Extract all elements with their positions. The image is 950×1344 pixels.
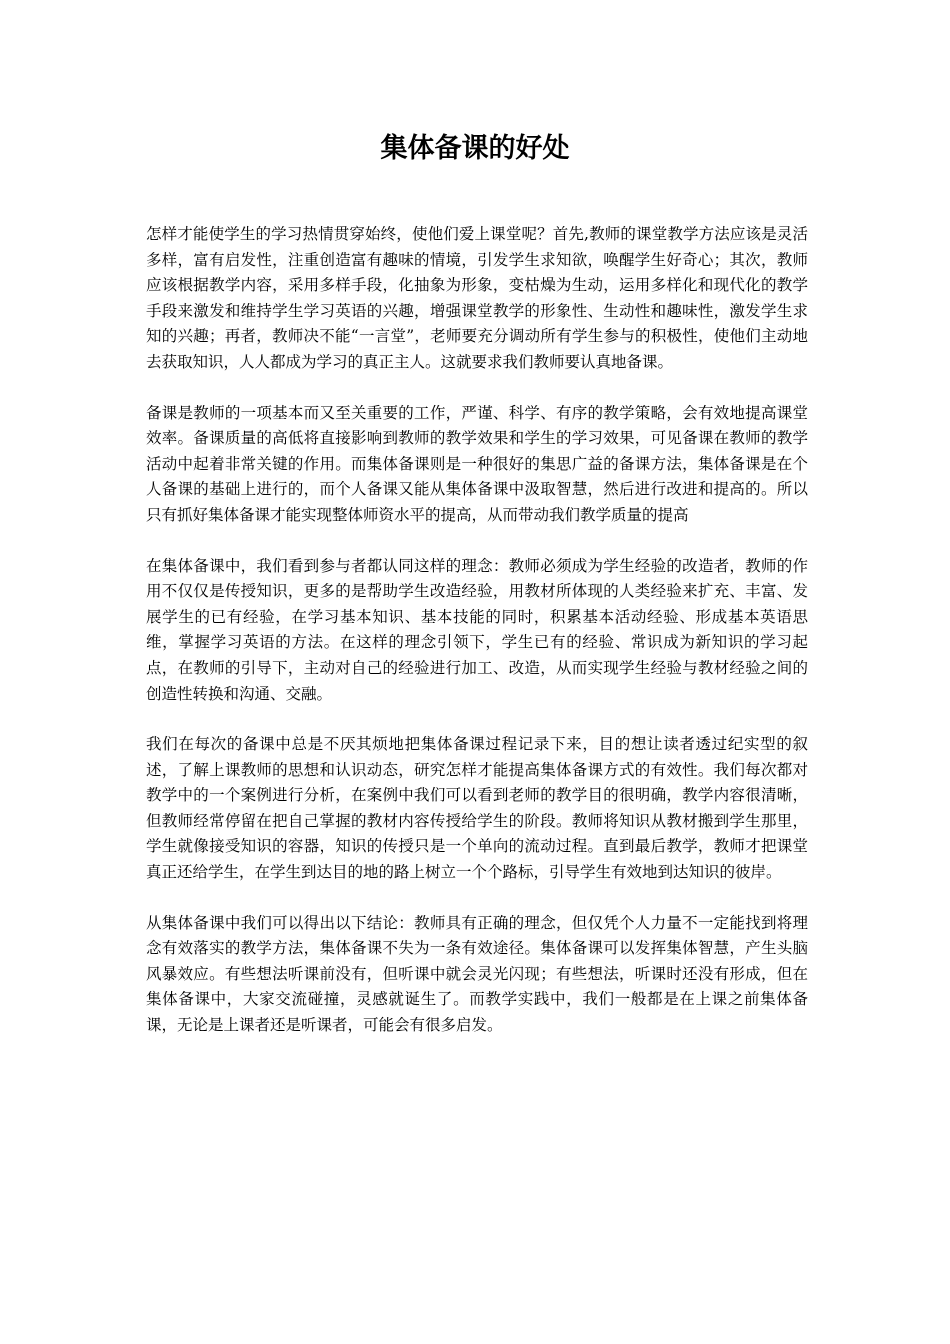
paragraph-4: 我们在每次的备课中总是不厌其烦地把集体备课过程记录下来，目的想让读者透过纪实型的叙述，了解上课教师的思想和认识动态，研究怎样才能提高集体备课方式的有效性。我们每次都对教学中的一个案例进行分析，在案例中我们可以看到老师的教学目的很明确，教学内容很清晰，但教师经常停留在把自己掌握的教材内容传授给学生的阶段。教师将知识从教材搬到学生那里，学生就像接受知识的容器，知识的传授只是一个单向的流动过程。直到最后教学，教师才把课堂真正还给学生，在学生到达目的地的路上树立一个个路标，引导学生有效地到达知识的彼岸。 bbox=[146, 735, 808, 882]
paragraph-5: 从集体备课中我们可以得出以下结论：教师具有正确的理念，但仅凭个人力量不一定能找到将理念有效落实的教学方法，集体备课不失为一条有效途径。集体备课可以发挥集体智慧，产生头脑风暴效应。有些想法听课前没有，但听课中就会灵光闪现；有些想法，听课时还没有形成，但在集体备课中，大家交流碰撞，灵感就诞生了。而教学实践中，我们一般都是在上课之前集体备课，无论是上课者还是听课者，可能会有很多启发。 bbox=[146, 913, 808, 1035]
document-title: 集体备课的好处 bbox=[380, 133, 570, 164]
paragraph-1: 怎样才能使学生的学习热情贯穿始终，使他们爱上课堂呢？首先,教师的课堂教学方法应该是灵活多样，富有启发性，注重创造富有趣味的情境，引发学生求知欲，唤醒学生好奇心；其次，教师应该根据教学内容，采用多样手段，化抽象为形象，变枯燥为生动，运用多样化和现代化的教学手段来激发和维持学生学习英语的兴趣，增强课堂教学的形象性、生动性和趣味性，激发学生求知的兴趣；再者，教师决不能“一言堂”，老师要充分调动所有学生参与的积极性，使他们主动地去获取知识，人人都成为学习的真正主人。这就要求我们教师要认真地备课。 bbox=[146, 225, 808, 371]
paragraph-3: 在集体备课中，我们看到参与者都认同这样的理念：教师必须成为学生经验的改造者，教师的作用不仅仅是传授知识，更多的是帮助学生改造经验，用教材所体现的人类经验来扩充、丰富、发展学生的已有经验，在学习基本知识、基本技能的同时，积累基本活动经验、形成基本英语思维，掌握学习英语的方法。在这样的理念引领下，学生已有的经验、常识成为新知识的学习起点，在教师的引导下，主动对自己的经验进行加工、改造，从而实现学生经验与教材经验之间的创造性转换和沟通、交融。 bbox=[146, 556, 808, 703]
paragraph-2: 备课是教师的一项基本而又至关重要的工作，严谨、科学、有序的教学策略，会有效地提高课堂效率。备课质量的高低将直接影响到教师的教学效果和学生的学习效果，可见备课在教师的教学活动中起着非常关键的作用。而集体备课则是一种很好的集思广益的备课方法，集体备课是在个人备课的基础上进行的，而个人备课又能从集体备课中汲取智慧，然后进行改进和提高的。所以只有抓好集体备课才能实现整体师资水平的提高，从而带动我们教学质量的提高 bbox=[146, 403, 808, 524]
document-body bbox=[146, 222, 808, 1064]
